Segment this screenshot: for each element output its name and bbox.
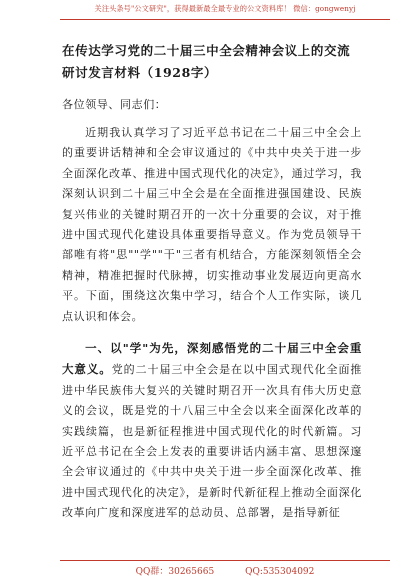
section-1-heading: 一、以"学"为先，深刻感悟党的二十届三中全会重大意义。 — [62, 341, 362, 377]
footer-qq: QQ:535304092 — [245, 567, 315, 577]
footer-qq-group: QQ群：30265665 — [135, 567, 215, 577]
section-1 — [62, 338, 362, 524]
section-1-text: 党的二十届三中全会是在以中国式现代化全面推进中华民族伟大复兴的关键时期召开一次具有伟大历史意义的会议，既是党的十八届三中全会以来全面深化改革的实践续篇，也是新征程推进中国式现代化的时代新篇。习近平总书记在全会上发表的重要讲话内涵丰富、思想深邃全会审议通过的《中共中央关于进一步全面深化改革、推进中国式现代化的决定》，是新时代新征程上推动全面深化改革向广度和深度进军的总动员、总部署，是指导新征 — [62, 363, 362, 520]
paragraph-intro: 近期我认真学习了习近平总书记在二十届三中全会上的重要讲话精神和全会审议通过的《中共中央关于进一步全面深化改革、推进中国式现代化的决定》，通过学习，我深刻认识到二十届三中全会是在全面推进强国建设、民族复兴伟业的关键时期召开的一次十分重要的会议，对于推进中国式现代化建设具体重要指导意义。作为党员领导干部唯有将"思""学""干"三者有机结合，方能深刻领悟全会精神，精准把握时代脉搏，切实推动事业发展迈向更高水平。下面，围绕这次集中学习，结合个人工作实际，谈几点认识和体会。 — [62, 126, 362, 323]
page-footer — [60, 560, 390, 577]
page-header-banner: 关注头条号"公文研究"，获得最新最全最专业的公文资料库！ 微信：gongwenyj — [60, 4, 390, 20]
salutation: 各位领导、同志们： — [62, 98, 167, 111]
document-title: 在传达学习党的二十届三中全会精神会议上的交流研讨发言材料（1928字） — [62, 43, 351, 80]
